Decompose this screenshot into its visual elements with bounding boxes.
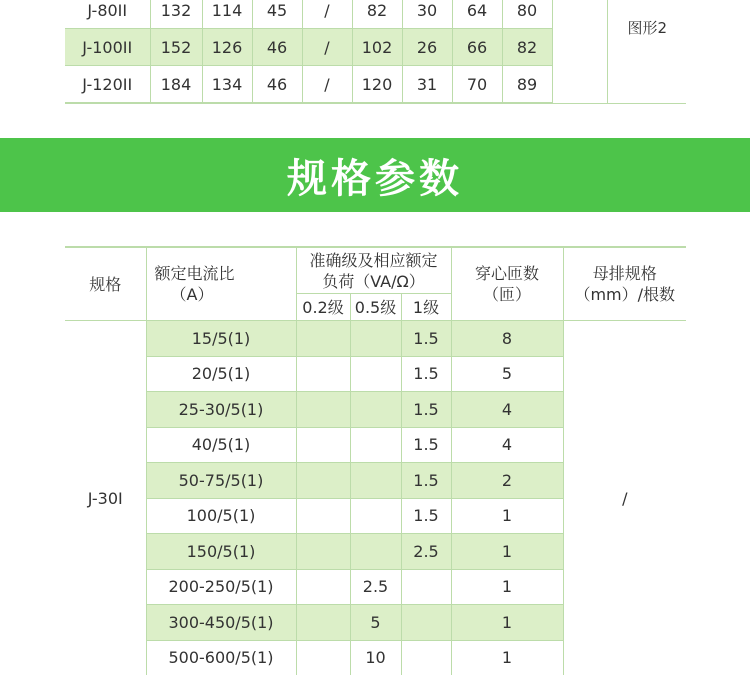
rated-current-cell: 40/5(1) <box>146 427 296 463</box>
header-accuracy-line2: 负荷（VA/Ω） <box>322 271 425 291</box>
turns-cell: 8 <box>451 321 563 357</box>
header-class-1: 1级 <box>401 294 451 321</box>
header-busbar-line2: （mm）/根数 <box>574 285 676 304</box>
model-cell: J-120II <box>65 66 150 104</box>
header-busbar <box>563 247 686 321</box>
class-05-cell <box>350 392 401 428</box>
class-05-cell <box>350 463 401 499</box>
dimension-cell: / <box>302 66 352 104</box>
dimension-cell: 45 <box>252 0 302 29</box>
dimension-cell: 66 <box>452 29 502 66</box>
header-busbar-line1: 母排规格 <box>592 264 657 283</box>
header-accuracy-line1: 准确级及相应额定 <box>309 250 438 270</box>
table-row <box>65 0 686 29</box>
class-02-cell <box>296 569 350 605</box>
class-02-cell <box>296 640 350 675</box>
dimension-cell: 30 <box>402 0 452 29</box>
dimension-cell: 64 <box>452 0 502 29</box>
class-02-cell <box>296 321 350 357</box>
class-02-cell <box>296 605 350 641</box>
dimension-cell: 70 <box>452 66 502 104</box>
class-1-cell <box>401 605 451 641</box>
figure-label: 图形2 <box>607 0 686 103</box>
class-05-cell: 10 <box>350 640 401 675</box>
dimension-cell: 120 <box>352 66 402 104</box>
dimension-cell: 46 <box>252 29 302 66</box>
class-05-cell <box>350 321 401 357</box>
turns-cell: 4 <box>451 392 563 428</box>
header-turns <box>451 247 563 321</box>
busbar-cell: / <box>622 488 628 508</box>
class-1-cell: 2.5 <box>401 534 451 570</box>
rated-current-cell: 200-250/5(1) <box>146 569 296 605</box>
dimension-cell: 132 <box>150 0 202 29</box>
header-turns-line1: 穿心匝数 <box>475 264 540 283</box>
turns-cell: 1 <box>451 605 563 641</box>
model-cell: J-80II <box>65 0 150 29</box>
class-05-cell <box>350 498 401 534</box>
dimension-cell: 114 <box>202 0 252 29</box>
table-row <box>65 321 686 357</box>
class-05-cell <box>350 427 401 463</box>
turns-cell: 1 <box>451 569 563 605</box>
dimension-table <box>65 0 686 104</box>
turns-cell: 5 <box>451 356 563 392</box>
header-class-05: 0.5级 <box>350 294 401 321</box>
class-1-cell: 1.5 <box>401 356 451 392</box>
header-rated-current-line2: （A） <box>170 285 214 304</box>
dimension-cell: 80 <box>502 0 552 29</box>
dimension-cell: / <box>302 0 352 29</box>
model-cell: J-100II <box>65 29 150 66</box>
dimension-cell: 26 <box>402 29 452 66</box>
dimension-cell: 126 <box>202 29 252 66</box>
turns-cell: 1 <box>451 498 563 534</box>
class-02-cell <box>296 392 350 428</box>
section-banner <box>0 138 750 212</box>
rated-current-cell: 300-450/5(1) <box>146 605 296 641</box>
rated-current-cell: 15/5(1) <box>146 321 296 357</box>
dimension-cell: 102 <box>352 29 402 66</box>
header-class-02: 0.2级 <box>296 294 350 321</box>
class-1-cell: 1.5 <box>401 463 451 499</box>
class-02-cell <box>296 534 350 570</box>
class-1-cell: 1.5 <box>401 392 451 428</box>
header-accuracy <box>296 247 451 294</box>
section-title: 规格参数 <box>287 155 463 202</box>
spec-table <box>65 246 686 675</box>
dimension-cell: / <box>302 29 352 66</box>
turns-cell: 2 <box>451 463 563 499</box>
rated-current-cell: 500-600/5(1) <box>146 640 296 675</box>
class-02-cell <box>296 356 350 392</box>
turns-cell: 4 <box>451 427 563 463</box>
dimension-cell: 134 <box>202 66 252 104</box>
dimension-cell: 152 <box>150 29 202 66</box>
rated-current-cell: 100/5(1) <box>146 498 296 534</box>
class-05-cell: 2.5 <box>350 569 401 605</box>
rated-current-cell: 20/5(1) <box>146 356 296 392</box>
rated-current-cell: 50-75/5(1) <box>146 463 296 499</box>
model-cell: J-30I <box>65 321 146 676</box>
class-02-cell <box>296 427 350 463</box>
dimension-cell: 31 <box>402 66 452 104</box>
class-1-cell: 1.5 <box>401 321 451 357</box>
dimension-cell: 82 <box>502 29 552 66</box>
turns-cell: 1 <box>451 640 563 675</box>
header-rated-current-line1: 额定电流比 <box>154 264 235 283</box>
class-05-cell <box>350 356 401 392</box>
class-02-cell <box>296 463 350 499</box>
class-1-cell: 1.5 <box>401 498 451 534</box>
class-05-cell <box>350 534 401 570</box>
header-spec: 规格 <box>65 247 146 321</box>
class-05-cell: 5 <box>350 605 401 641</box>
turns-cell: 1 <box>451 534 563 570</box>
class-1-cell <box>401 640 451 675</box>
rated-current-cell: 25-30/5(1) <box>146 392 296 428</box>
header-row <box>65 247 686 294</box>
class-02-cell <box>296 498 350 534</box>
header-turns-line2: （匝） <box>483 285 532 304</box>
rated-current-cell: 150/5(1) <box>146 534 296 570</box>
class-1-cell: 1.5 <box>401 427 451 463</box>
header-rated-current <box>146 247 296 321</box>
dimension-cell: 82 <box>352 0 402 29</box>
class-1-cell <box>401 569 451 605</box>
dimension-cell: 89 <box>502 66 552 104</box>
dimension-cell: 184 <box>150 66 202 104</box>
blank-cell <box>552 0 607 103</box>
dimension-cell: 46 <box>252 66 302 104</box>
